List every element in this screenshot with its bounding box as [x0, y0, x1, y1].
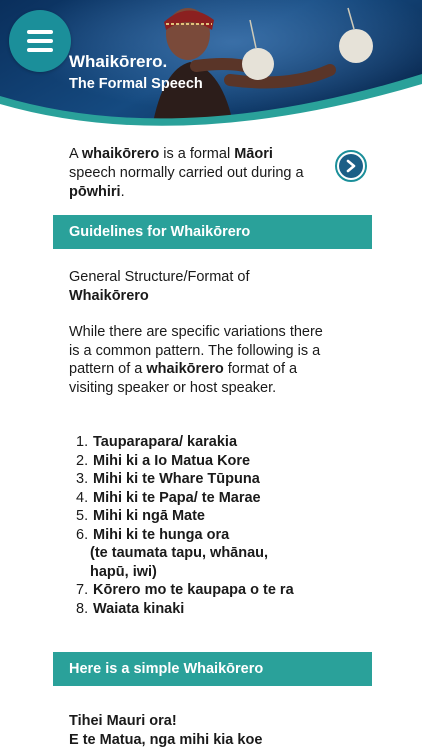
- structure-heading: [69, 268, 329, 305]
- structure-term: Whaikōrero: [69, 287, 149, 304]
- intro-text: A whaikōrero is a formal Māori speech normally carried out during a pōwhiri.: [69, 146, 304, 200]
- next-button[interactable]: [335, 150, 367, 182]
- hamburger-menu-icon: [27, 30, 53, 34]
- chevron-right-icon: [339, 154, 363, 178]
- list-item: 6. Mihi ki te hunga ora: [76, 526, 230, 543]
- pattern-paragraph: While there are specific variations there is a common pattern. The following is a pattern of a whaikōrero format of a visiting speaker or host speaker.: [69, 324, 323, 396]
- speech-line: Tihei Mauri ora!: [69, 713, 177, 729]
- page-title: Whaikōrero.: [69, 52, 168, 71]
- structure-line: General Structure/Format of: [69, 269, 250, 285]
- list-item: 5. Mihi ki ngā Mate: [76, 508, 205, 524]
- list-item: 2. Mihi ki a Io Matua Kore: [76, 452, 251, 469]
- list-item: 4. Mihi ki te Papa/ te Marae: [76, 489, 261, 506]
- hamburger-menu-icon-bar: [27, 39, 53, 43]
- list-item: 8. Waiata kinaki: [76, 600, 185, 617]
- section-header-simple-whaikorero: Here is a simple Whaikōrero: [53, 652, 372, 686]
- speech-line: E te Matua, nga mihi kia koe: [69, 732, 263, 748]
- header-banner: [0, 0, 422, 140]
- menu-button[interactable]: [9, 10, 71, 72]
- section-header-guidelines: Guidelines for Whaikōrero: [53, 215, 372, 249]
- steps-list: [76, 433, 336, 618]
- speech-text: [69, 712, 262, 750]
- hamburger-menu-icon-bar: [27, 48, 53, 52]
- list-item: 1. Tauparapara/ karakia: [76, 434, 238, 450]
- list-item: 3. Mihi ki te Whare Tūpuna: [76, 471, 260, 487]
- list-item: 7. Kōrero mo te kaupapa o te ra: [76, 582, 294, 598]
- list-item-sub: (te taumata tapu, whānau, hapū, iwi): [90, 545, 269, 580]
- page-subtitle: The Formal Speech: [69, 76, 203, 92]
